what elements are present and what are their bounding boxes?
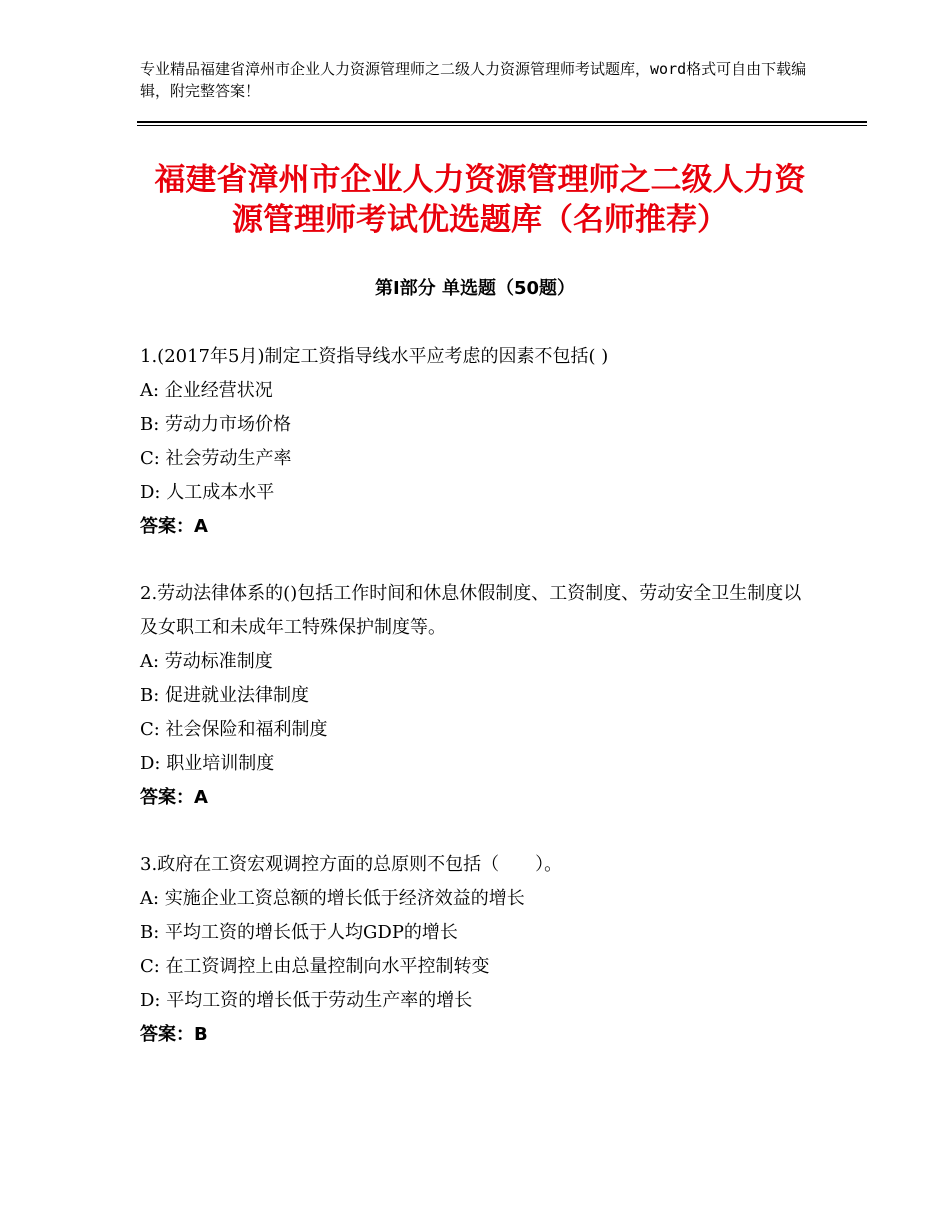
question-list — [140, 340, 810, 1085]
header-note: 专业精品福建省漳州市企业人力资源管理师之二级人力资源管理师考试题库，word格式可自由下载编辑，附完整答案！ — [140, 60, 807, 100]
question-2 — [140, 577, 810, 815]
header-rule-thin — [137, 125, 867, 126]
question-stem: 1.(2017年5月)制定工资指导线水平应考虑的因素不包括( ) — [140, 346, 609, 367]
option-b: B: 促进就业法律制度 — [140, 685, 310, 706]
answer: 答案：B — [140, 1024, 208, 1045]
header-rule-thick — [137, 121, 867, 123]
option-c: C: 在工资调控上由总量控制向水平控制转变 — [140, 956, 490, 977]
question-stem: 3.政府在工资宏观调控方面的总原则不包括（ ）。 — [140, 854, 563, 875]
option-a: A: 企业经营状况 — [140, 380, 273, 401]
option-a: A: 劳动标准制度 — [140, 651, 273, 672]
section-title: 第Ⅰ部分 单选题（50题） — [374, 278, 575, 299]
document-title: 福建省漳州市企业人力资源管理师之二级人力资源管理师考试优选题库（名师推荐） — [154, 162, 806, 238]
answer: 答案：A — [140, 787, 208, 808]
option-c: C: 社会劳动生产率 — [140, 448, 292, 469]
option-b: B: 劳动力市场价格 — [140, 414, 292, 435]
option-c: C: 社会保险和福利制度 — [140, 719, 328, 740]
option-d: D: 职业培训制度 — [140, 753, 275, 774]
question-3 — [140, 848, 810, 1052]
question-stem: 2.劳动法律体系的()包括工作时间和休息休假制度、工资制度、劳动安全卫生制度以及女职工和未成年工特殊保护制度等。 — [140, 583, 802, 638]
option-a: A: 实施企业工资总额的增长低于经济效益的增长 — [140, 888, 525, 909]
question-1 — [140, 340, 810, 544]
option-d: D: 平均工资的增长低于劳动生产率的增长 — [140, 990, 473, 1011]
answer: 答案：A — [140, 516, 208, 537]
option-b: B: 平均工资的增长低于人均GDP的增长 — [140, 922, 458, 943]
option-d: D: 人工成本水平 — [140, 482, 275, 503]
